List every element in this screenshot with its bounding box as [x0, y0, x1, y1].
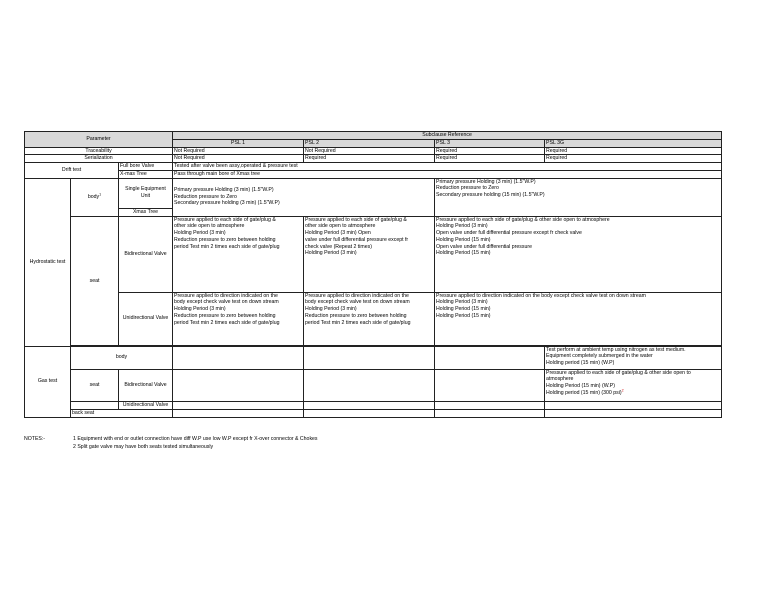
back-seat-psl2 — [304, 409, 435, 417]
gas-test-label: Gas test — [25, 346, 71, 417]
full-bore-valve-label: Full bore Valve — [119, 163, 173, 171]
traceability-label: Traceability — [25, 147, 173, 155]
serialization-psl1: Not Required — [173, 155, 304, 163]
hydro-bidi-psl2: Pressure applied to each side of gate/plug & other side open to atmosphere Holding Period (3 min) Open valve under full differential pressure except fr check valve (Repeat 2 times) Holding Period (3 min) — [304, 216, 435, 292]
parameter-header: Parameter — [25, 132, 173, 148]
back-seat-label: back seat — [71, 409, 173, 417]
hydro-bidirectional-label: Bidirectional Valve — [119, 216, 173, 292]
traceability-psl2: Not Required — [304, 147, 435, 155]
gas-uni-psl3 — [435, 401, 545, 409]
serialization-psl2: Required — [304, 155, 435, 163]
hydro-bidi-psl3: Pressure applied to each side of gate/plug & other side open to atmosphere Holding Period (3 min) Open valve under full differential pressure except fr check valve Holding Period (15 min) Open valve under full differential pressure Holding Period (15 min) — [435, 216, 722, 292]
gas-unidirectional-label: Unidirectional Valve — [119, 401, 173, 409]
hydro-uni-psl2: Pressure applied to direction indicated on the body except check valve test on down stream Holding Period (3 min) Reduction pressure to zero between holding period Test min 2 times each side of gate/plug — [304, 292, 435, 345]
single-equipment-unit-label: Single Equipment Unit — [119, 178, 173, 208]
gas-bidi-psl2 — [304, 369, 435, 401]
psl3-header: PSL 3 — [435, 139, 545, 147]
back-seat-psl1 — [173, 409, 304, 417]
gas-bidi-psl3g: Pressure applied to each side of gate/plug & other side open to atmosphere Holding Period (15 min) (W.P) Holding period (15 min) (300 psi)$^2$ — [545, 369, 722, 401]
notes-label: NOTES:- — [24, 436, 46, 442]
gas-seat-label: seat — [71, 369, 119, 401]
subclause-reference-header: Subclause Reference — [173, 132, 722, 140]
hydro-uni-psl1: Pressure applied to direction indicated on the body except check valve test on down stream Holding Period (3 min) Reduction pressure to zero between holding period Test min 2 times each side of gate/plug — [173, 292, 304, 345]
xmas-tree-value: Pass through main bore of Xmas tree — [173, 170, 722, 178]
gas-bidi-psl1 — [173, 369, 304, 401]
hydrostatic-seat-label: seat — [71, 216, 119, 292]
hydro-bidi-psl1: Pressure applied to each side of gate/plug & other side open to atmosphere Holding Period (3 min) Reduction pressure to zero between holding period Test min 2 times each side of gate/plug — [173, 216, 304, 292]
back-seat-psl3 — [435, 409, 545, 417]
psl2-header: PSL 2 — [304, 139, 435, 147]
serialization-psl3: Required — [435, 155, 545, 163]
note-item: 1 Equipment with end or outlet connection have diff W.P use low W.P except fr X-over connector & Chokes — [73, 436, 318, 442]
gas-body-psl3 — [435, 346, 545, 369]
gas-seat-blank — [71, 401, 119, 409]
gas-uni-psl3g — [545, 401, 722, 409]
hydrostatic-test-label: Hydrostatic test — [25, 178, 71, 346]
hydro-seat-continuation — [71, 292, 119, 345]
gas-body-psl3g: Test perform at ambient temp using nitrogen as test medium. Equipment completely submerged in the water Holding period (15 min) (W.P) — [545, 346, 722, 369]
serialization-label: Serialization — [25, 155, 173, 163]
gas-uni-psl2 — [304, 401, 435, 409]
traceability-psl1: Not Required — [173, 147, 304, 155]
psl3g-header: PSL 3G — [545, 139, 722, 147]
drift-test-label: Drift test — [25, 163, 119, 179]
hydro-uni-psl3: Pressure applied to direction indicated on the body except check valve test on down stream Holding Period (3 min) Holding Period (15 min) Holding Period (15 min) — [435, 292, 722, 345]
gas-bidi-psl3 — [435, 369, 545, 401]
gas-body-label: body — [71, 346, 173, 369]
xmas-tree-sublabel: Xmas Tree — [119, 208, 173, 216]
hydro-body-psl3: Primary pressure Holding (3 min) (1.5"W.P) Reduction pressure to Zero Secondary pressure holding (15 min) (1.5"W.P) — [435, 178, 722, 216]
psl1-header: PSL 1 — [173, 139, 304, 147]
gas-bidirectional-label: Bidirectional Valve — [119, 369, 173, 401]
full-bore-valve-value: Tested after valve been assy,operated & pressure test — [173, 163, 722, 171]
back-seat-psl3g — [545, 409, 722, 417]
note-item: 2 Split gate valve may have both seats tested simultaneously — [73, 444, 214, 450]
gas-body-psl2 — [304, 346, 435, 369]
traceability-psl3g: Required — [545, 147, 722, 155]
hydro-body-psl12: Primary pressure Holding (3 min) (1.5"W.P) Reduction pressure to Zero Secondary pressure holding (3 min) (1.5"W.P) — [173, 178, 435, 216]
hydrostatic-body-label: body$^1$ — [71, 178, 119, 216]
gas-uni-psl1 — [173, 401, 304, 409]
test-requirements-table — [24, 131, 722, 418]
hydro-unidirectional-label: Unidirectional Valve — [119, 292, 173, 345]
gas-body-psl1 — [173, 346, 304, 369]
serialization-psl3g: Required — [545, 155, 722, 163]
traceability-psl3: Required — [435, 147, 545, 155]
xmas-tree-label: X-mas Tree — [119, 170, 173, 178]
